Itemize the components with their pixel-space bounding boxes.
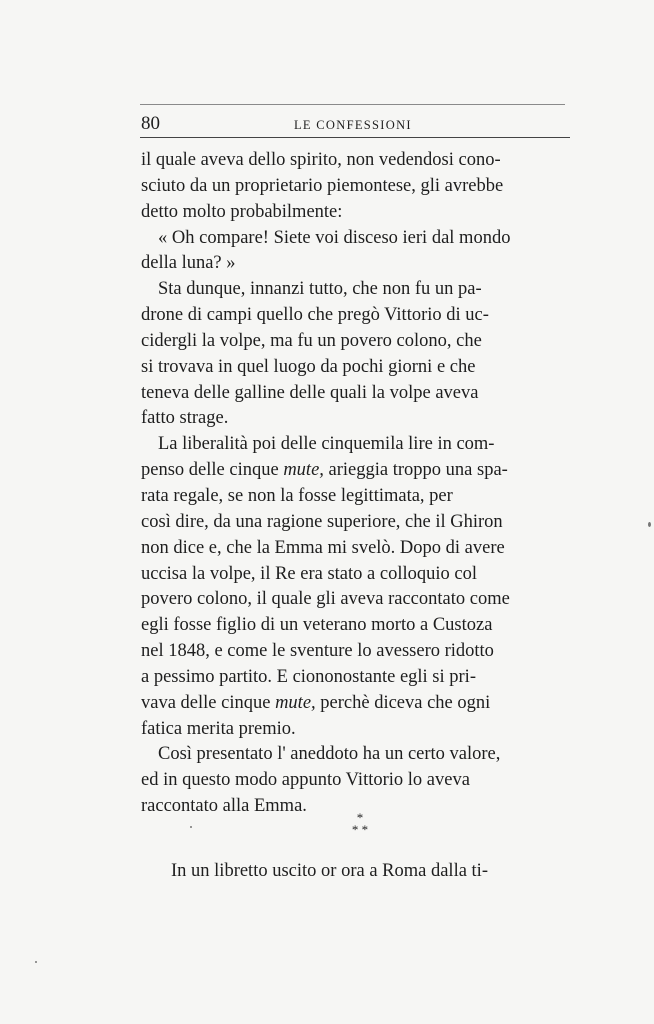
paper-speck [35, 961, 37, 963]
paragraph-continuation [141, 148, 571, 226]
text-segment: La liberalità poi delle cinquemila lire in com- penso delle cinque [141, 434, 495, 481]
text-line: il quale aveva dello spirito, non vedendosi cono- [141, 150, 501, 170]
paragraph-libretto: In un libretto uscito or ora a Roma dalla ti- [171, 861, 488, 881]
asterism-bottom: * * [351, 822, 369, 837]
paragraph-quote [141, 226, 571, 278]
text-line: detto molto probabilmente: [141, 201, 343, 222]
paragraph-aneddoto [141, 742, 571, 820]
text-line: fatto strage. [141, 408, 229, 429]
text-line: della luna? » [141, 253, 236, 274]
italic-word: mute, [283, 460, 324, 481]
text-line: cidergli la volpe, ma fu un povero colono, che [141, 330, 482, 351]
text-line: Sta dunque, innanzi tutto, che non fu un pa- [158, 279, 482, 300]
header-rule-top [140, 104, 565, 105]
text-line: si trovava in quel luogo da pochi giorni e che [141, 356, 476, 377]
text-line: drone di campi quello che pregò Vittorio di uc- [141, 305, 489, 326]
text-line: Così presentato l' aneddoto ha un certo valore, [158, 744, 501, 765]
section-break-asterism [340, 812, 380, 836]
text-line: teneva delle galline delle quali la volpe aveva [141, 382, 479, 403]
text-line: ed in questo modo appunto Vittorio lo aveva [141, 770, 470, 791]
page-number: 80 [141, 113, 160, 134]
paper-speck [190, 826, 192, 828]
paragraph-liberalita [141, 432, 571, 742]
text-line: raccontato alla Emma. [141, 796, 307, 817]
paper-speck [648, 522, 651, 527]
text-segment: arieggia troppo una spa- rata regale, se non la fosse legittimata, per così dire, da una ragione superiore, che il Ghiron non dice e, che la Emma mi svelò. Dopo di avere uccisa la volpe, il Re era stato a colloquio col povero colono, il quale gli aveva raccontato come egli fosse figlio di un veterano morto a Custoza nel 1848, e come le sventure lo avessero ridotto a pessimo partito. E ciononostante egli si pri- vava delle cinque [141, 460, 510, 713]
italic-word: mute, [275, 692, 316, 713]
body-text [141, 148, 571, 820]
asterism-top: * [356, 810, 364, 825]
text-line: sciuto da un proprietario piemontese, gli avrebbe [141, 175, 504, 196]
header-rule-bottom [140, 137, 570, 138]
paragraph-colono [141, 277, 571, 432]
running-head: LE CONFESSIONI [294, 118, 412, 132]
text-segment: perchè diceva che ogni fatica merita premio. [141, 692, 491, 739]
text-line: « Oh compare! Siete voi disceso ieri dal mondo [158, 227, 511, 248]
